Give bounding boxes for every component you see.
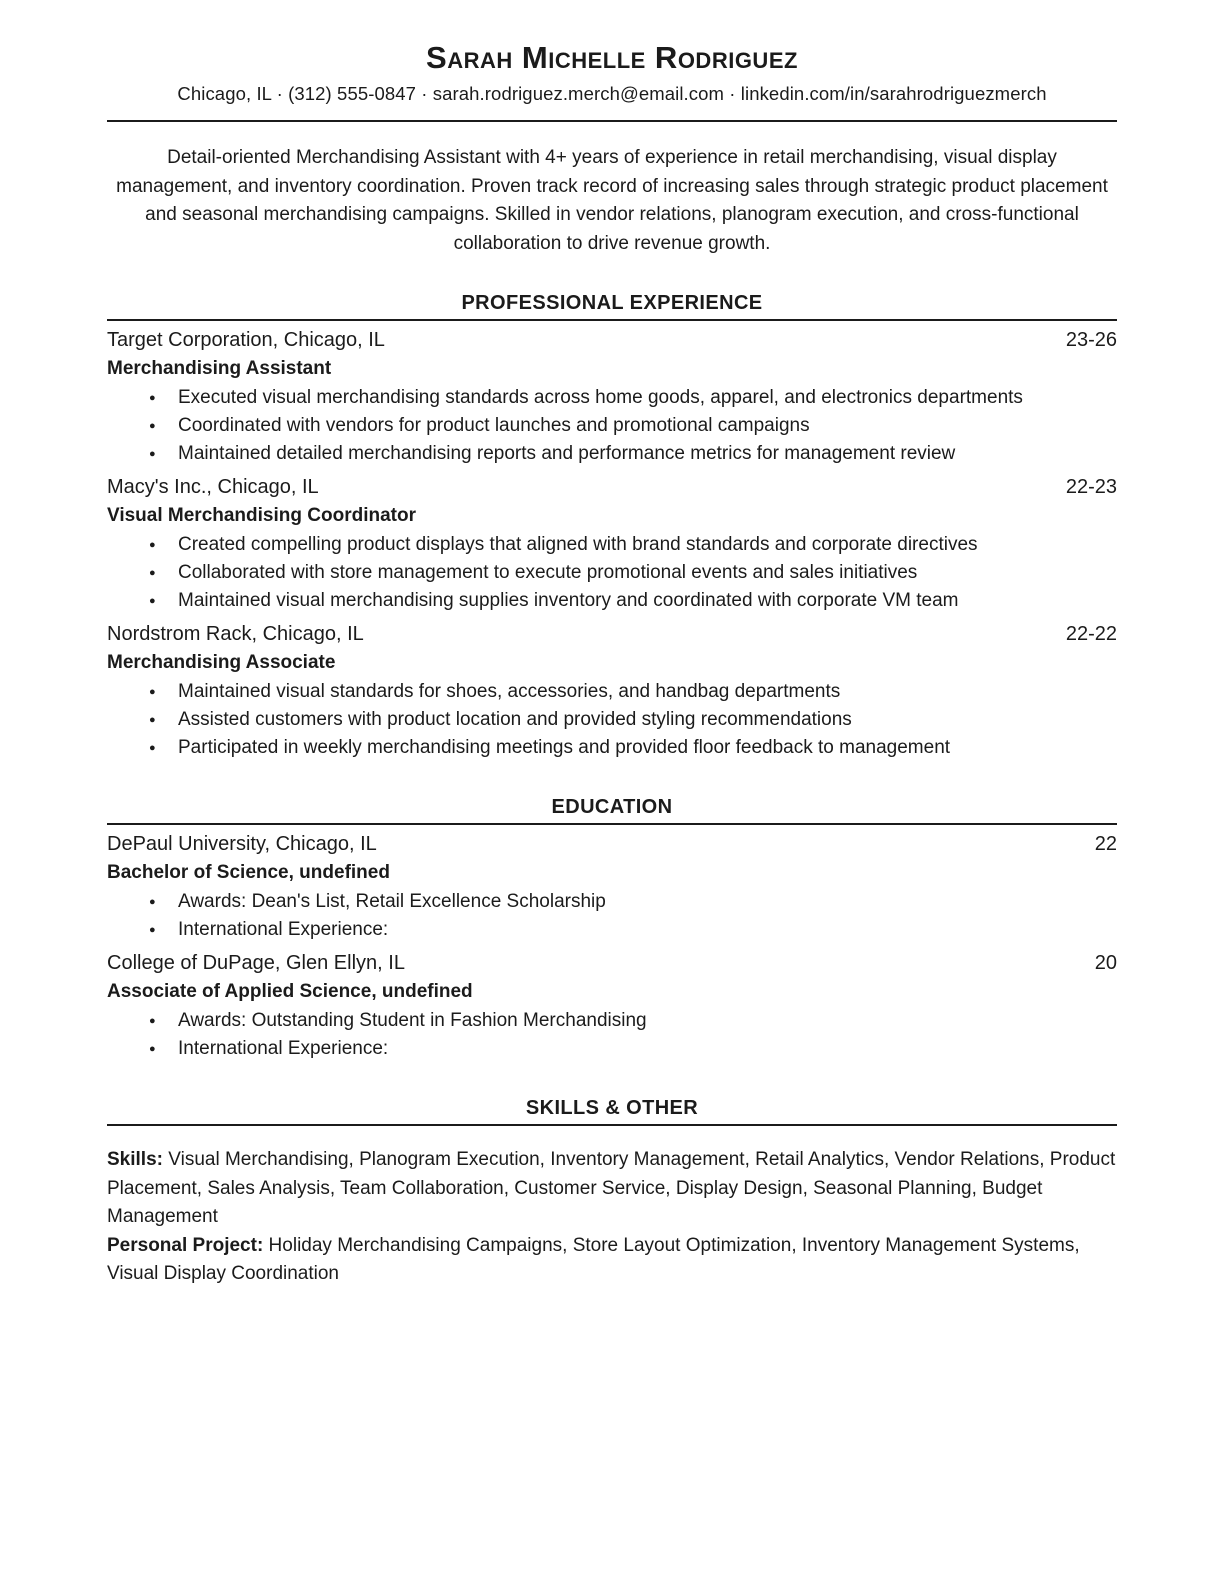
degree-title: Bachelor of Science, undefined	[107, 862, 390, 883]
skills-divider	[107, 1124, 1117, 1126]
experience-entry	[107, 326, 1117, 468]
bullet-list	[107, 531, 1117, 615]
skills-block	[107, 1146, 1117, 1289]
experience-entry	[107, 620, 1117, 762]
entry-dates: 22-22	[1065, 623, 1117, 645]
entry-dates: 22	[1094, 833, 1117, 855]
bullet-item: ● International Experience:	[107, 1035, 1117, 1063]
company-name: Macy's Inc., Chicago, IL	[107, 476, 319, 498]
candidate-name: Sarah Michelle Rodriguez	[426, 40, 798, 75]
job-title: Visual Merchandising Coordinator	[107, 505, 416, 526]
personal-project-line	[107, 1232, 1117, 1289]
job-title: Merchandising Assistant	[107, 358, 332, 379]
entry-dates: 23-26	[1065, 329, 1117, 351]
personal-project-text: Holiday Merchandising Campaigns, Store Layout Optimization, Inventory Management Systems, Visual Display Coordination	[107, 1234, 1080, 1284]
bullet-item: ● International Experience:	[107, 916, 1117, 944]
bullet-item: ● Created compelling product displays that aligned with brand standards and corporate directives	[107, 531, 1117, 559]
bullet-item: ● Awards: Dean's List, Retail Excellence Scholarship	[107, 888, 1117, 916]
bullet-item: ● Coordinated with vendors for product launches and promotional campaigns	[107, 412, 1117, 440]
bullet-list	[107, 1007, 1117, 1063]
school-name: DePaul University, Chicago, IL	[107, 833, 377, 855]
experience-entry	[107, 473, 1117, 615]
experience-divider	[107, 319, 1117, 321]
school-name: College of DuPage, Glen Ellyn, IL	[107, 952, 405, 974]
bullet-list	[107, 384, 1117, 468]
section-title-education: EDUCATION	[551, 796, 673, 818]
header-divider	[107, 120, 1117, 122]
bullet-item: ● Assisted customers with product location and provided styling recommendations	[107, 706, 1117, 734]
bullet-list	[107, 888, 1117, 944]
bullet-item: ● Participated in weekly merchandising meetings and provided floor feedback to management	[107, 734, 1117, 762]
education-divider	[107, 823, 1117, 825]
bullet-list	[107, 678, 1117, 762]
company-name: Nordstrom Rack, Chicago, IL	[107, 623, 364, 645]
entry-dates: 22-23	[1065, 476, 1117, 498]
bullet-item: ● Maintained detailed merchandising reports and performance metrics for management review	[107, 440, 1117, 468]
section-title-experience: PROFESSIONAL EXPERIENCE	[461, 292, 763, 314]
skills-line	[107, 1146, 1117, 1232]
company-name: Target Corporation, Chicago, IL	[107, 329, 385, 351]
skills-text: Visual Merchandising, Planogram Execution, Inventory Management, Retail Analytics, Vendor Relations, Product Placement, Sales Analysis, Team Collaboration, Customer Service, Display Design, Seasonal Planning, Budget Management	[107, 1149, 1116, 1227]
degree-title: Associate of Applied Science, undefined	[107, 981, 473, 1002]
education-entry	[107, 949, 1117, 1063]
skills-label: Skills:	[107, 1149, 163, 1170]
section-title-skills: SKILLS & OTHER	[525, 1097, 699, 1119]
entry-dates: 20	[1094, 952, 1117, 974]
bullet-item: ● Maintained visual merchandising supplies inventory and coordinated with corporate VM team	[107, 587, 1117, 615]
education-entry	[107, 830, 1117, 944]
personal-project-label: Personal Project:	[107, 1234, 264, 1256]
bullet-item: ● Maintained visual standards for shoes, accessories, and handbag departments	[107, 678, 1117, 706]
bullet-item: ● Collaborated with store management to execute promotional events and sales initiatives	[107, 559, 1117, 587]
bullet-item: ● Executed visual merchandising standards across home goods, apparel, and electronics departments	[107, 384, 1117, 412]
summary-paragraph: Detail-oriented Merchandising Assistant with 4+ years of experience in retail merchandising, visual display management, and inventory coordination. Proven track record of increasing sales through strategic product placement and seasonal merchandising campaigns. Skilled in vendor relations, planogram execution, and cross-functional collaboration to drive revenue growth.	[116, 147, 1108, 254]
bullet-item: ● Awards: Outstanding Student in Fashion Merchandising	[107, 1007, 1117, 1035]
job-title: Merchandising Associate	[107, 652, 336, 673]
contact-line: Chicago, IL · (312) 555-0847 · sarah.rodriguez.merch@email.com · linkedin.com/in/sarahrodriguezmerch	[177, 83, 1047, 104]
